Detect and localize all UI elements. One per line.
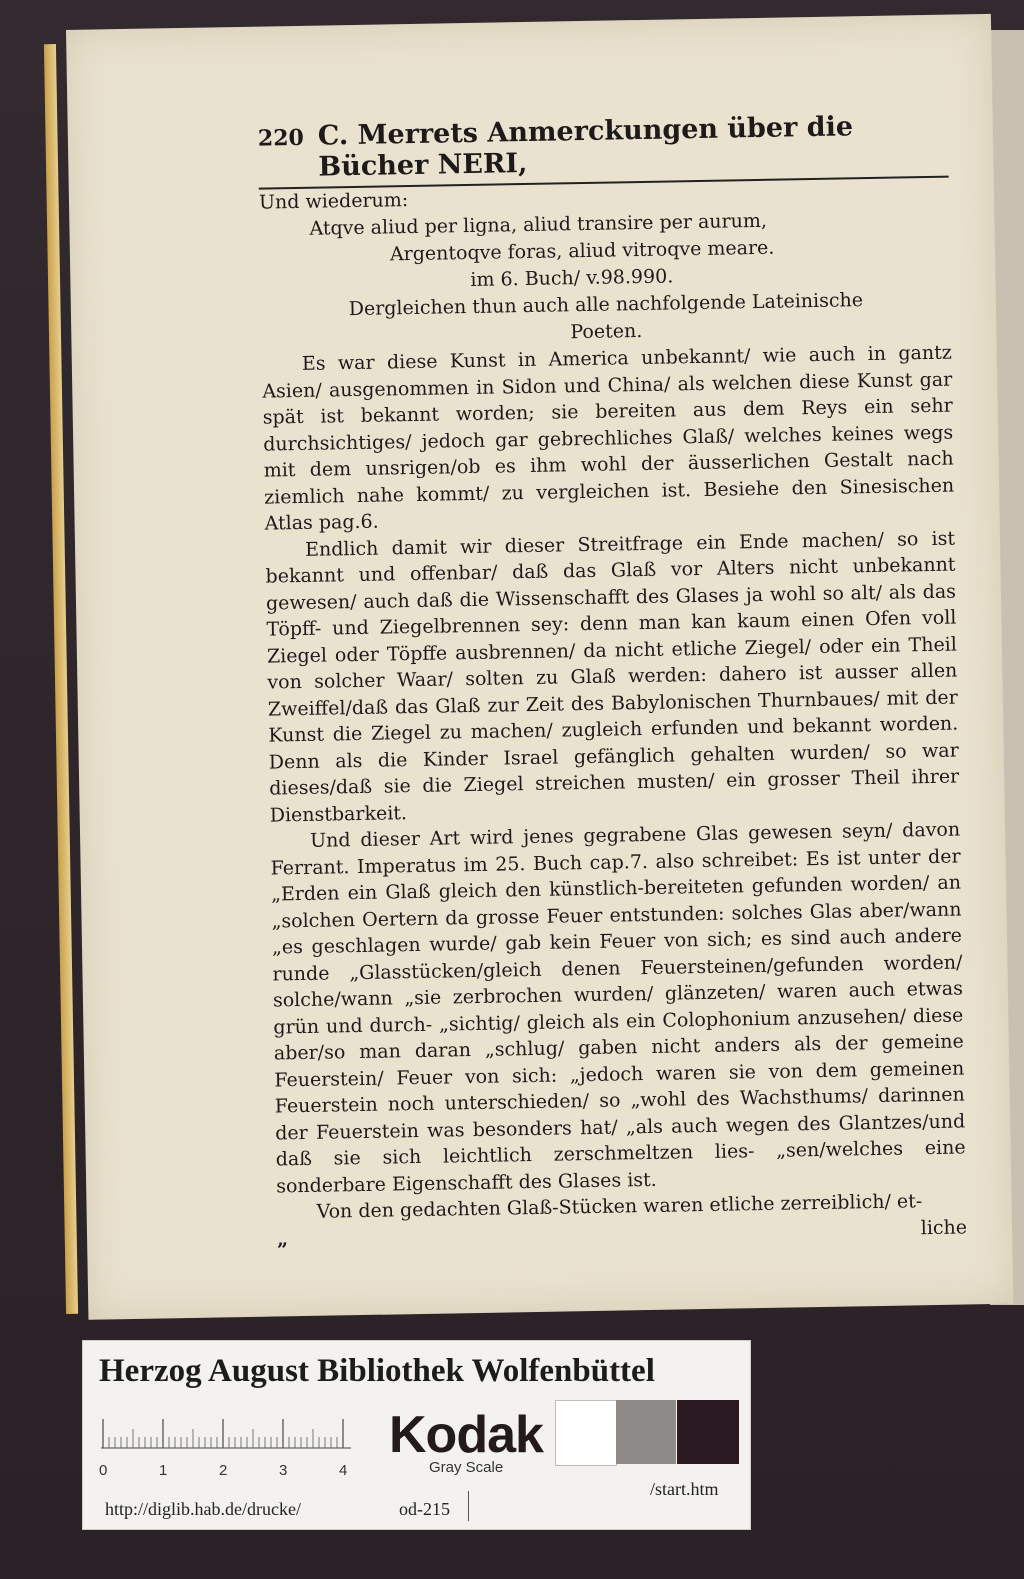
- body-paragraph: Es war diese Kunst in America unbekannt/ wie auch in gantz Asien/ ausgenommen in Sidon und China/ als welchen diese Kunst gar spät ist bekannt worden; sie bereiten aus dem Reys ein sehr durchsichtiges/ jedoch gar gebrechliches Glaß/ welches keines wegs mit dem unsrigen/ob es ihm wohl der äusserlichen Gestalt nach ziemlich nahe kommt/ zu vergleichen ist. Besiehe den Sinesischen Atlas pag.6.: [262, 341, 955, 535]
- ruler-number: 2: [219, 1462, 228, 1479]
- running-head: [258, 110, 949, 190]
- body-paragraph: Und dieser Art wird jenes gegrabene Glas gewesen seyn/ davon Ferrant. Imperatus im 25. Buch cap.7. also schreibet: Es ist unter der „Erden ein Glaß gleich den künstlich-bereiteten gefunden worden/ an „solchen Oertern da grosse Feuer entstunden: solches Glas aber/wann „es geschlagen wurde/ gab kein Feuer von sich; es sind auch andere runde „Glasstücken/gleich denen Feuersteinen/gefunden worden/ solche/wann „sie zerbrochen wurden/ glänzeten/ waren auch etwas grün und durch- „sichtig/ gleich als ein Colophonium anzusehen/ diese aber/so man daran „schlug/ gaben nicht anders als der gemeine Feuerstein/ Feuer von sich: „jedoch waren sie von dem gemeinen Feuerstein noch unterschieden/ so „wohl des Wachsthums/ darinnen der Feuerstein was besonders hat/ „als auch wegen des Glantzes/und daß sie sich leichtlich zerschmeltzen lies- „sen/welches eine sonderbare Eigenschafft des Glases ist.: [270, 818, 966, 1198]
- ruler-number: 0: [99, 1462, 108, 1479]
- catchword: liche: [920, 1215, 968, 1239]
- library-name: Herzog August Bibliothek Wolfenbüttel: [99, 1353, 655, 1389]
- verse-line: Argentoqve foras, aliud vitroqve meare.: [389, 236, 775, 266]
- book-page: [66, 14, 1013, 1320]
- running-head-title: C. Merrets Anmerckungen über die Bücher NERI,: [317, 111, 854, 183]
- scale-ruler: [101, 1417, 351, 1449]
- url-mid: od-215: [399, 1499, 450, 1519]
- swatch-black: [677, 1400, 739, 1464]
- page-number: 220: [257, 124, 305, 152]
- verse-line: Poeten.: [570, 319, 643, 344]
- verse-line: im 6. Buch/ v.98.990.: [470, 265, 674, 291]
- url-end: /start.htm: [650, 1479, 719, 1499]
- library-label-card: [82, 1340, 751, 1530]
- ruler-number: 1: [159, 1462, 168, 1479]
- kodak-logo: Kodak: [389, 1406, 543, 1464]
- verse-line: Dergleichen thun auch alle nachfolgende Lateinische: [348, 289, 864, 321]
- quote-mark: „: [276, 1227, 289, 1250]
- ruler-number: 4: [339, 1462, 348, 1479]
- body-paragraph: Von den gedachten Glaß-Stücken waren etliche zerreiblich/ et-: [316, 1190, 923, 1223]
- url-divider: [468, 1491, 469, 1521]
- body-paragraph: Endlich damit wir dieser Streitfrage ein Ende machen/ so ist bekannt und offenbar/ daß das Glaß vor Alters nicht unbekannt gewesen/ auch daß die Wissenschafft des Glases ja wohl so alt/ als das Töpff- und Ziegelbrennen sey: denn man kan kaum einen Ofen voll Ziegel oder Töpffe ausbrennen/ da nicht etliche Ziegel/ oder ein Theil von solcher Waar/ solten zu Glaß werden: dahero ist ausser allen Zweiffel/daß das Glaß zur Zeit des Babylonischen Thurnbaues/ mit der Kunst die Ziegel zu machen/ zugleich erfunden und bekannt worden. Denn als die Kinder Israel gefänglich gehalten wurden/ so war dieses/daß sie die Ziegel streichen musten/ ein grosser Theil ihrer Dienstbarkeit.: [265, 527, 960, 827]
- verse-lines: [259, 178, 952, 352]
- url-start: http://diglib.hab.de/drucke/: [105, 1499, 301, 1519]
- swatch-white: [555, 1400, 617, 1466]
- gray-scale-label: Gray Scale: [429, 1459, 504, 1476]
- verse-line: Und wiederum:: [258, 189, 409, 214]
- body-paragraphs: [262, 340, 967, 1226]
- page-text: [258, 110, 968, 1252]
- verse-line: Atqve aliud per ligna, aliud transire per aurum,: [309, 209, 768, 240]
- ruler-number: 3: [279, 1462, 288, 1479]
- swatch-gray: [616, 1400, 676, 1464]
